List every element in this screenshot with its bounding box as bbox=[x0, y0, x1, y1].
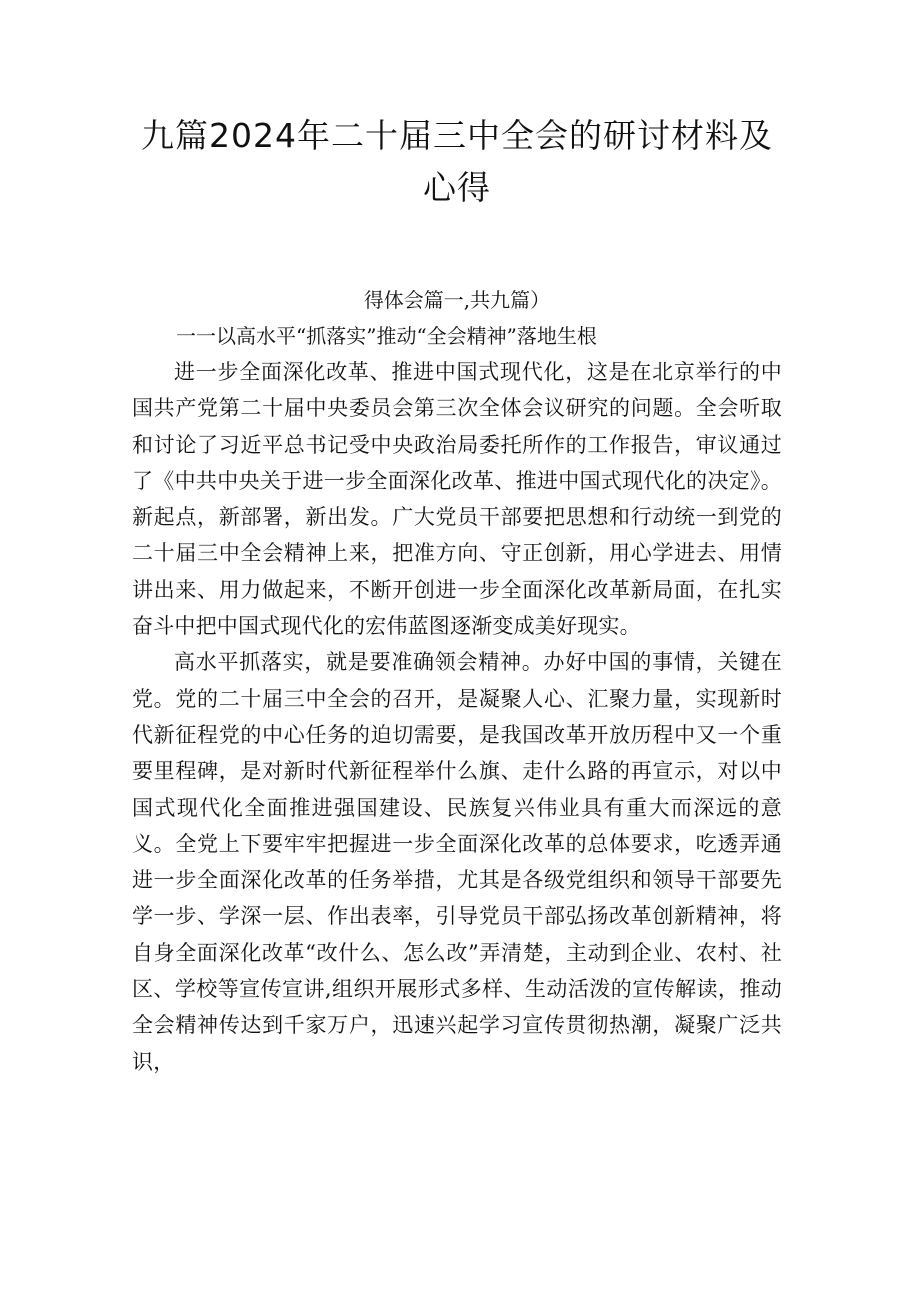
title-line-1: 九篇2024年二十届三中全会的研讨材料及 bbox=[141, 116, 773, 155]
document-slogan: 一一以高水平“抓落实”推动“全会精神”落地生根 bbox=[176, 324, 597, 348]
body-paragraph-1: 进一步全面深化改革、推进中国式现代化，这是在北京举行的中国共产党第二十届中央委员会第三次全体会议研究的问题。全会听取和讨论了习近平总书记受中央政治局委托所作的工作报告，审议通过了《中共中央关于进一步全面深化改革、推进中国式现代化的决定》。新起点，新部署，新出发。广大党员干部要把思想和行动统一到党的二十届三中全会精神上来，把准方向、守正创新，用心学进去、用情讲出来、用力做起来，不断开创进一步全面深化改革新局面，在扎实奋斗中把中国式现代化的宏伟蓝图逐渐变成美好现实。 bbox=[132, 360, 782, 639]
title-line-2: 心得 bbox=[423, 168, 491, 207]
body-paragraph-2: 高水平抓落实，就是要准确领会精神。办好中国的事情，关键在党。党的二十届三中全会的召开，是凝聚人心、汇聚力量，实现新时代新征程党的中心任务的迫切需要，是我国改革开放历程中又一个重要里程碑，是对新时代新征程举什么旗、走什么路的再宣示，对以中国式现代化全面推进强国建设、民族复兴伟业具有重大而深远的意义。全党上下要牢牢把握进一步全面深化改革的总体要求，吃透弄通进一步全面深化改革的任务举措，尤其是各级党组织和领导干部要先学一步、学深一层、作出表率，引导党员干部弘扬改革创新精神，将自身全面深化改革“改什么、怎么改”弄清楚，主动到企业、农村、社区、学校等宣传宣讲,组织开展形式多样、生动活泼的宣传解读，推动全会精神传达到千家万户，迅速兴起学习宣传贯彻热潮，凝聚广泛共识， bbox=[132, 650, 782, 1074]
document-title bbox=[132, 110, 782, 214]
document-subtitle: 得体会篇一,共九篇） bbox=[363, 288, 551, 312]
